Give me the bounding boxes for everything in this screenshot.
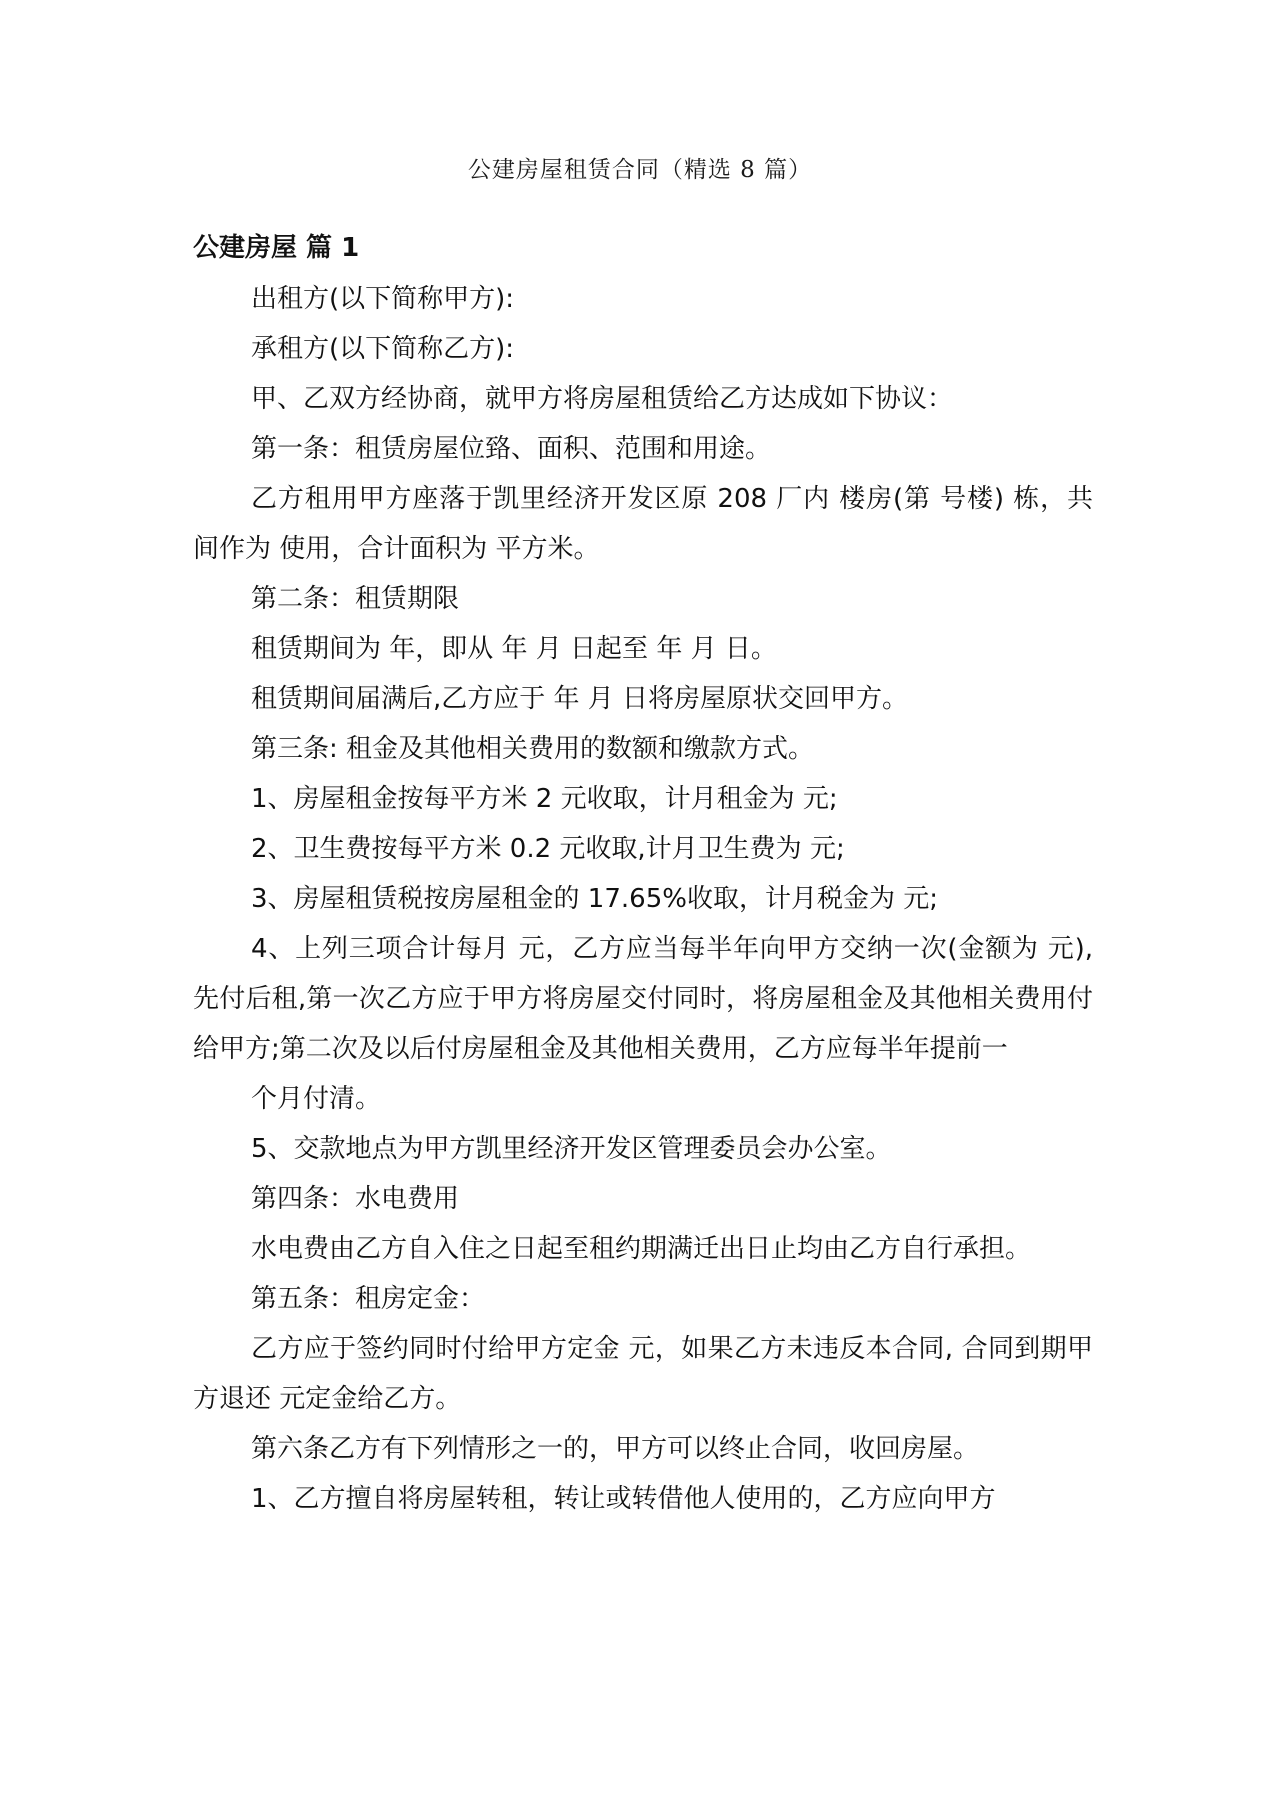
- paragraph-utilities: 水电费由乙方自入住之日起至租约期满迁出日止均由乙方自行承担。: [251, 1234, 1032, 1264]
- paragraph-article-2-title: 第二条：租赁期限: [251, 584, 460, 614]
- paragraph-rent-item-4: 4、上列三项合计每月 元，乙方应当每半年向甲方交纳一次(金额为 元), 先付后租,第一次乙方应于甲方将房屋交付同时，将房屋租金及其他相关费用付给甲方;第二次及以后付房屋租金及其他相关费用，乙方应每半年提前一: [193, 934, 1093, 1064]
- paragraph-deposit: 乙方应于签约同时付给甲方定金 元，如果乙方未违反本合同, 合同到期甲方退还 元定金给乙方。: [193, 1334, 1093, 1414]
- paragraph-article-1-title: 第一条：租赁房屋位臵、面积、范围和用途。: [251, 434, 772, 464]
- paragraph-lease-period: 租赁期间为 年，即从 年 月 日起至 年 月 日。: [251, 634, 777, 664]
- paragraph-rent-item-4-cont: 个月付清。: [251, 1084, 382, 1114]
- document-title: 公建房屋租赁合同（精选 8 篇）: [467, 157, 813, 183]
- paragraph-termination-item-1: 1、乙方擅自将房屋转租，转让或转借他人使用的，乙方应向甲方: [251, 1484, 996, 1514]
- paragraph-rent-item-3: 3、房屋租赁税按房屋租金的 17.65%收取，计月税金为 元;: [251, 884, 938, 914]
- paragraph-article-6-title: 第六条乙方有下列情形之一的，甲方可以终止合同，收回房屋。: [251, 1434, 980, 1464]
- paragraph-lease-return: 租赁期间届满后,乙方应于 年 月 日将房屋原状交回甲方。: [251, 684, 909, 714]
- contract-body: [193, 274, 1093, 1524]
- paragraph-rent-item-2: 2、卫生费按每平方米 0.2 元收取,计月卫生费为 元;: [251, 834, 845, 864]
- paragraph-rent-item-5: 5、交款地点为甲方凯里经济开发区管理委员会办公室。: [251, 1134, 892, 1164]
- paragraph-article-3-title: 第三条: 租金及其他相关费用的数额和缴款方式。: [251, 734, 815, 764]
- paragraph-lessor: 出租方(以下简称甲方):: [251, 284, 515, 314]
- paragraph-article-1-body: 乙方租用甲方座落于凯里经济开发区原 208 厂内 楼房(第 号楼) 栋，共 间作为 使用，合计面积为 平方米。: [193, 484, 1093, 564]
- paragraph-article-4-title: 第四条：水电费用: [251, 1184, 460, 1214]
- paragraph-article-5-title: 第五条：租房定金：: [251, 1284, 486, 1314]
- paragraph-rent-item-1: 1、房屋租金按每平方米 2 元收取，计月租金为 元;: [251, 784, 838, 814]
- section-heading: 公建房屋 篇 1: [193, 233, 360, 263]
- paragraph-lessee: 承租方(以下简称乙方):: [251, 334, 515, 364]
- paragraph-agreement-intro: 甲、乙双方经协商，就甲方将房屋租赁给乙方达成如下协议：: [251, 384, 954, 414]
